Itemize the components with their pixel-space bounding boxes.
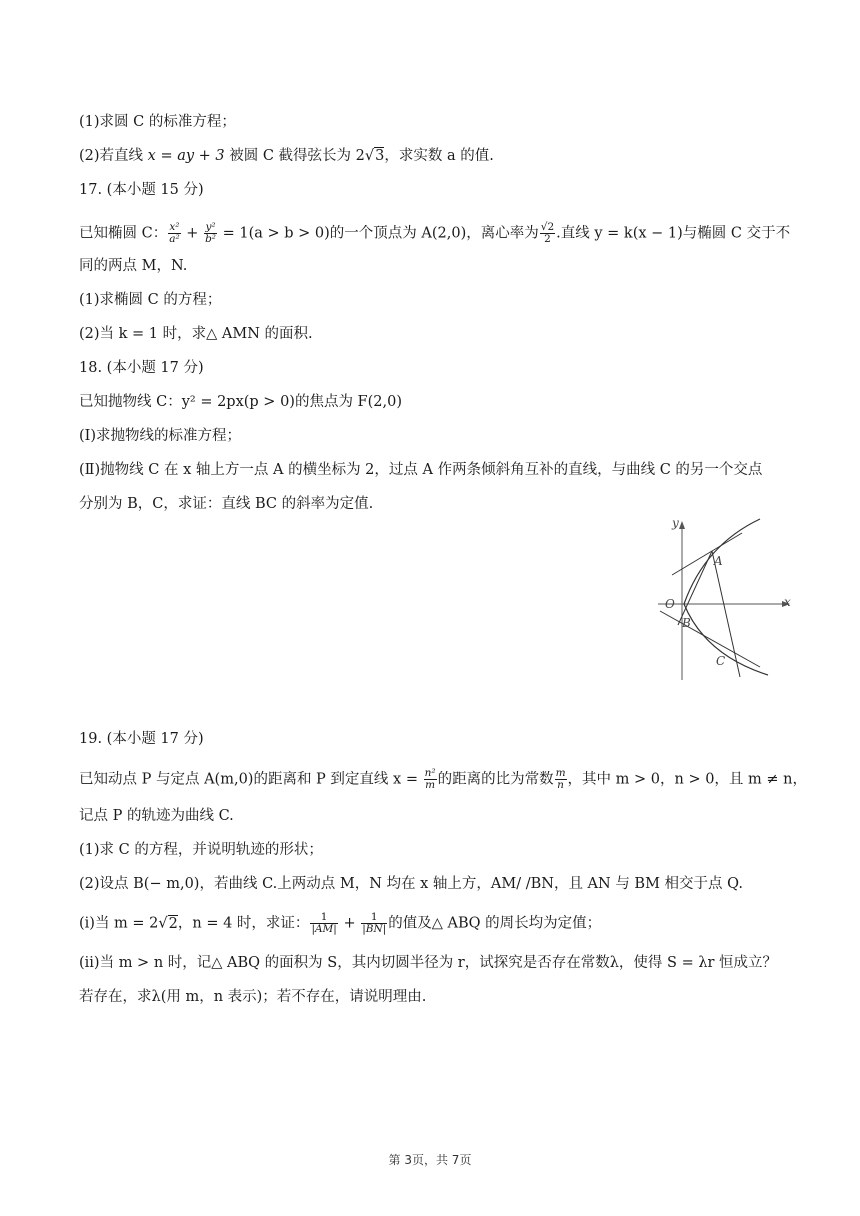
q18-heading: 18. (本小题 17 分): [79, 360, 204, 376]
q19-stem: 已知动点 P 与定点 A(m,0)的距离和 P 到定直线 x = $\frac{\text{n²}}{m}$ 的距离的比为常数 $\frac{m}{n}$ ，其中 m > 0，n > 0，且 m ≠ n，: [79, 767, 807, 791]
q19-part2: (2)设点 B(− m,0)，若曲线 C.上两动点 M，N 均在 x 轴上方，AM/ /BN，且 AN 与 BM 相交于点 Q.: [79, 876, 743, 892]
parabola-figure: [650, 515, 800, 690]
q18-part2: (Ⅱ)抛物线 C 在 x 轴上方一点 A 的横坐标为 2，过点 A 作两条倾斜角互补的直线，与曲线 C 的另一个交点: [79, 462, 763, 478]
q19-part2-ii: (ii)当 m > n 时，记△ ABQ 的面积为 S，其内切圆半径为 r，试探究是否存在常数λ，使得 S = λr 恒成立？: [79, 955, 778, 971]
line-bc: [660, 611, 760, 667]
q18-part1: (Ⅰ)求抛物线的标准方程；: [79, 428, 242, 444]
q17-stem: 已知椭圆 C： $\frac{\text{x²}}{\text{a²}}$ + $\frac{\text{y²}}{\text{b²}}$ = 1(a > b > 0)的一个顶点为 A(2,0)，离心率为 $\frac{√2}{2}$ .直线 y = k(x − 1)与椭圆 C 交于不: [79, 221, 791, 245]
q19-part2-ii-cont: 若存在，求λ(用 m，n 表示)；若不存在，请说明理由.: [79, 989, 427, 1005]
axis-y-label: y: [672, 516, 679, 530]
point-a-label: A: [714, 554, 723, 568]
point-b-label: B: [682, 616, 691, 630]
q17-stem-cont: 同的两点 M，N.: [79, 258, 188, 274]
axis-x-label: x: [784, 595, 791, 609]
q17-part2: (2)当 k = 1 时，求△ AMN 的面积.: [79, 326, 313, 342]
page-footer: 第 3页，共 7页: [388, 1153, 472, 1167]
q19-stem-cont: 记点 P 的轨迹为曲线 C.: [79, 808, 234, 824]
q17-part1: (1)求椭圆 C 的方程；: [79, 292, 222, 308]
q16-part1: (1)求圆 C 的标准方程；: [79, 114, 236, 130]
q19-part2-i: (i)当 m = 2√2，n = 4 时，求证： $\frac{1}{|AM|}$ + $\frac{1}{|BN|}$ 的值及△ ABQ 的周长均为定值；: [79, 911, 602, 935]
q16-part2: (2)若直线 x = ay + 3 被圆 C 截得弦长为 2√3，求实数 a 的值.: [79, 148, 494, 164]
q17-heading: 17. (本小题 15 分): [79, 182, 204, 198]
line-ab: [678, 551, 712, 625]
q18-stem: 已知抛物线 C：y² = 2px(p > 0)的焦点为 F(2,0): [79, 394, 402, 410]
origin-label: O: [665, 597, 675, 611]
q18-part2-cont: 分别为 B，C，求证：直线 BC 的斜率为定值.: [79, 496, 374, 512]
q19-part1: (1)求 C 的方程，并说明轨迹的形状；: [79, 842, 323, 858]
point-c-label: C: [716, 654, 726, 668]
q19-heading: 19. (本小题 17 分): [79, 731, 204, 747]
y-axis-arrow: [679, 521, 685, 529]
